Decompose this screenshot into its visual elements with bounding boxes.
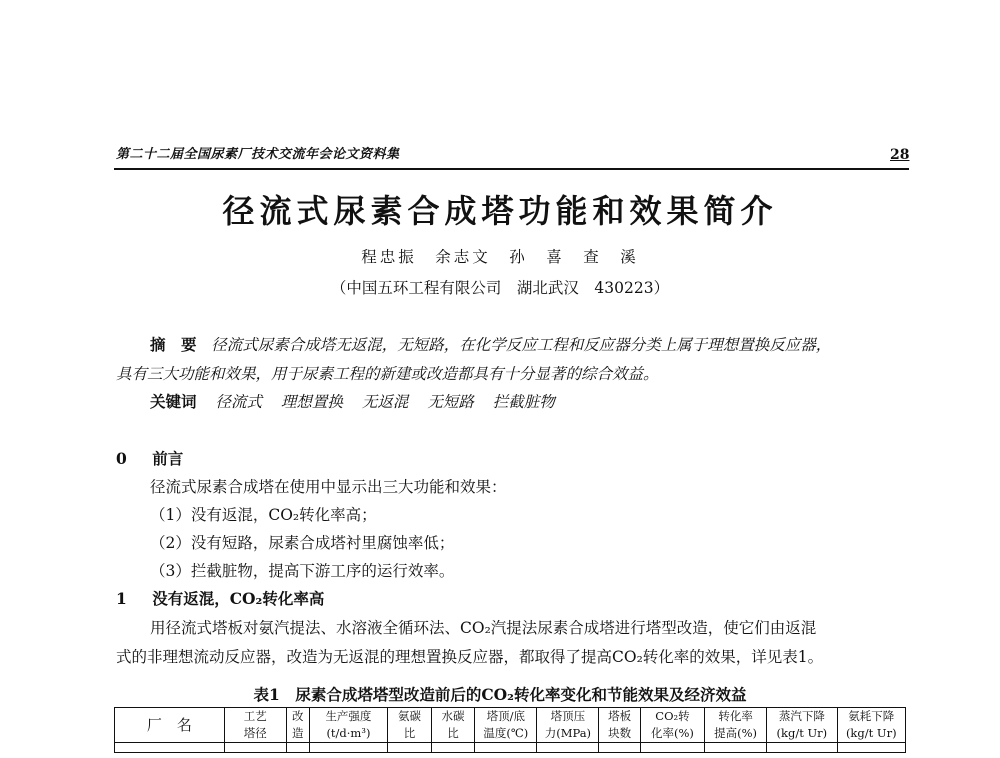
section-1-para-line-1: 用径流式塔板对氨汽提法、水溶液全循环法、CO₂汽提法尿素合成塔进行塔型改造，使它们由返混: [150, 619, 817, 637]
list-item: （1）没有返混，CO₂转化率高；: [150, 506, 377, 524]
keyword-item: 理想置换: [280, 393, 343, 411]
table-header-cell: 氨耗下降 (kg/t Ur): [837, 708, 905, 743]
table-header-row: [115, 708, 906, 743]
section-1-title: 没有返混，CO₂转化率高: [152, 589, 325, 608]
section-0-heading: [116, 447, 183, 469]
keyword-item: 拦截脏物: [492, 393, 555, 411]
page-number: 28: [890, 147, 910, 163]
paper-authors: 程忠振 余志文 孙 喜 查 溪: [361, 248, 639, 266]
table-header-cell: 工艺 塔径: [224, 708, 286, 743]
paper-title: 径流式尿素合成塔功能和效果简介: [222, 192, 778, 230]
section-1-number: 1: [116, 589, 127, 608]
table-row: [115, 743, 906, 753]
abstract-line-2: 具有三大功能和效果，用于尿素工程的新建或改造都具有十分显著的综合效益。: [116, 365, 659, 383]
table-header-cell: 塔顶/底 温度(℃): [475, 708, 537, 743]
table-header-cell: 氨碳 比: [388, 708, 431, 743]
abstract-label: 摘 要: [150, 335, 197, 354]
keyword-item: 无短路: [427, 393, 474, 411]
header-rule: [114, 168, 909, 170]
section-0-number: 0: [116, 449, 127, 468]
table-header-cell: 生产强度 (t/d·m³): [309, 708, 388, 743]
section-0-title: 前言: [152, 449, 184, 468]
keywords-line: [150, 390, 569, 412]
keyword-item: 径流式: [215, 393, 262, 411]
paper-affiliation: （中国五环工程有限公司 湖北武汉 430223）: [330, 279, 670, 297]
table-header-cell: 蒸汽下降 (kg/t Ur): [767, 708, 837, 743]
section-0-intro: 径流式尿素合成塔在使用中显示出三大功能和效果：: [150, 478, 507, 496]
list-item: （3）拦截脏物，提高下游工序的运行效率。: [150, 562, 455, 580]
table-header-cell: 转化率 提高(%): [705, 708, 767, 743]
table-header-cell: 厂 名: [115, 708, 225, 743]
abstract-text-1: 径流式尿素合成塔无返混，无短路，在化学反应工程和反应器分类上属于理想置换反应器，: [211, 336, 832, 354]
keyword-item: 无返混: [361, 393, 409, 411]
table-header-cell: 改 造: [286, 708, 309, 743]
list-item: （2）没有短路，尿素合成塔衬里腐蚀率低；: [150, 534, 455, 552]
section-1-para-line-2: 式的非理想流动反应器，改造为无返混的理想置换反应器，都取得了提高CO₂转化率的效果，详见表1。: [116, 648, 824, 666]
abstract-line-1: [150, 333, 831, 355]
keywords-label: 关键词: [150, 392, 197, 411]
table-1-caption: 表1 尿素合成塔塔型改造前后的CO₂转化率变化和节能效果及经济效益: [253, 685, 747, 704]
table-header-cell: 塔板 块数: [599, 708, 640, 743]
running-header-title: 第二十二届全国尿素厂技术交流年会论文资料集: [116, 147, 400, 162]
section-1-heading: [116, 587, 324, 609]
table-header-cell: 水碳 比: [431, 708, 474, 743]
table-header-cell: 塔顶压 力(MPa): [537, 708, 599, 743]
table-1: [114, 707, 906, 753]
table-header-cell: CO₂转 化率(%): [640, 708, 704, 743]
